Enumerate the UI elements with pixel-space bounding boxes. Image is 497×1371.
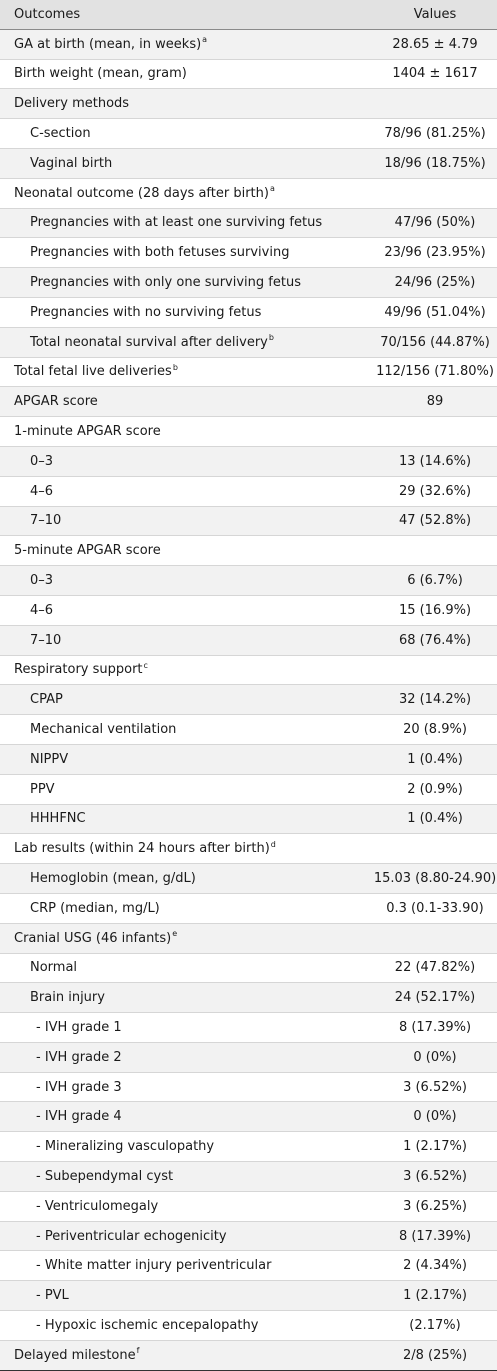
- outcome-label: HHHFNC: [30, 811, 86, 827]
- outcome-cell: [0, 595, 373, 625]
- value-cell: 13 (14.6%): [398, 453, 472, 469]
- outcome-cell: [0, 89, 373, 119]
- value-cell: [373, 923, 497, 953]
- footnote-marker: d: [270, 839, 276, 849]
- value-cell: 2 (4.34%): [403, 1258, 467, 1274]
- table-row: [0, 417, 497, 447]
- value-cell: [373, 834, 497, 864]
- outcome-cell: [0, 357, 373, 387]
- table-row: [0, 1340, 497, 1370]
- outcome-cell: [0, 148, 373, 178]
- outcome-label: Respiratory support: [14, 662, 143, 678]
- outcome-cell: [0, 893, 373, 923]
- outcome-cell: [0, 1191, 373, 1221]
- table-row: [0, 625, 497, 655]
- value-cell: [373, 89, 497, 119]
- table-row: [0, 685, 497, 715]
- outcome-label: Delayed milestone: [14, 1347, 136, 1363]
- table-row: [0, 1013, 497, 1043]
- outcome-cell: [0, 476, 373, 506]
- outcome-cell: [0, 506, 373, 536]
- outcome-label: - Hypoxic ischemic encepalopathy: [36, 1317, 259, 1333]
- value-cell: 1404 ± 1617: [392, 66, 478, 82]
- value-cell: 6 (6.7%): [407, 573, 463, 589]
- table-row: [0, 804, 497, 834]
- value-cell: 68 (76.4%): [398, 632, 472, 648]
- table-row: [0, 387, 497, 417]
- outcome-cell: [0, 1251, 373, 1281]
- value-cell: 112/156 (71.80%): [376, 364, 494, 380]
- outcome-label: Brain injury: [30, 990, 105, 1006]
- footnote-marker: b: [172, 363, 178, 373]
- table-row: [0, 327, 497, 357]
- value-cell: 15.03 (8.80-24.90): [373, 871, 497, 886]
- outcome-label: Pregnancies with both fetuses surviving: [30, 245, 290, 261]
- table-row: [0, 119, 497, 149]
- table-row: [0, 357, 497, 387]
- table-row: [0, 715, 497, 745]
- table-row: [0, 774, 497, 804]
- value-cell: [373, 536, 497, 566]
- outcome-cell: [0, 923, 373, 953]
- table-row: [0, 923, 497, 953]
- value-cell: 8 (17.39%): [398, 1019, 472, 1035]
- value-cell: 2 (0.9%): [407, 781, 463, 797]
- outcome-cell: [0, 685, 373, 715]
- outcome-cell: [0, 1340, 373, 1370]
- outcome-cell: [0, 119, 373, 149]
- outcome-cell: [0, 238, 373, 268]
- outcome-cell: [0, 804, 373, 834]
- table-row: [0, 446, 497, 476]
- outcome-label: - PVL: [36, 1288, 69, 1304]
- outcome-cell: [0, 178, 373, 208]
- outcome-cell: [0, 566, 373, 596]
- outcome-cell: [0, 1013, 373, 1043]
- table-row: [0, 89, 497, 119]
- outcome-label: - IVH grade 3: [36, 1079, 122, 1095]
- table-row: [0, 655, 497, 685]
- value-cell: [373, 655, 497, 685]
- outcome-label: Pregnancies with at least one surviving fetus: [30, 215, 323, 231]
- value-cell: 8 (17.39%): [398, 1228, 472, 1244]
- outcome-cell: [0, 1221, 373, 1251]
- outcome-label: - IVH grade 4: [36, 1109, 122, 1125]
- outcome-label: - Ventriculomegaly: [36, 1198, 159, 1214]
- table-row: [0, 595, 497, 625]
- value-cell: 47/96 (50%): [394, 215, 476, 231]
- value-cell: 70/156 (44.87%): [380, 334, 490, 350]
- value-cell: 89: [426, 394, 444, 410]
- outcome-cell: [0, 983, 373, 1013]
- header-row: [0, 0, 497, 29]
- table-row: [0, 178, 497, 208]
- outcome-cell: [0, 774, 373, 804]
- table-row: [0, 1162, 497, 1192]
- outcome-cell: [0, 834, 373, 864]
- table-row: [0, 744, 497, 774]
- value-cell: 15 (16.9%): [398, 602, 472, 618]
- table-row: [0, 566, 497, 596]
- outcome-label: Pregnancies with no surviving fetus: [30, 304, 262, 320]
- outcome-label: PPV: [30, 781, 55, 797]
- outcome-label: 0–3: [30, 573, 54, 589]
- outcome-cell: [0, 417, 373, 447]
- outcome-label: Normal: [30, 960, 78, 976]
- outcome-cell: [0, 208, 373, 238]
- outcome-cell: [0, 446, 373, 476]
- outcome-label: 4–6: [30, 602, 54, 618]
- table-body: [0, 29, 497, 1370]
- outcome-label: CPAP: [30, 692, 63, 708]
- outcome-label: Total fetal live deliveries: [14, 364, 172, 380]
- value-cell: 3 (6.52%): [403, 1168, 467, 1184]
- outcome-label: Mechanical ventilation: [30, 722, 177, 738]
- outcome-label: Cranial USG (46 infants): [14, 930, 172, 946]
- table-row: [0, 297, 497, 327]
- outcome-cell: [0, 59, 373, 89]
- outcome-cell: [0, 1042, 373, 1072]
- outcome-cell: [0, 1311, 373, 1341]
- outcome-label: 1-minute APGAR score: [14, 424, 161, 440]
- table-row: [0, 536, 497, 566]
- footnote-marker: b: [268, 333, 274, 343]
- outcome-label: - Mineralizing vasculopathy: [36, 1139, 215, 1155]
- table-row: [0, 1072, 497, 1102]
- value-cell: 0 (0%): [413, 1049, 457, 1065]
- outcome-label: - IVH grade 2: [36, 1049, 122, 1065]
- value-cell: 0 (0%): [413, 1109, 457, 1125]
- table-row: [0, 893, 497, 923]
- table-row: [0, 238, 497, 268]
- outcome-label: Neonatal outcome (28 days after birth): [14, 185, 269, 201]
- value-cell: 28.65 ± 4.79: [392, 36, 478, 52]
- outcome-cell: [0, 1162, 373, 1192]
- outcome-label: 5-minute APGAR score: [14, 543, 161, 559]
- value-cell: 32 (14.2%): [398, 692, 472, 708]
- outcome-cell: [0, 864, 373, 894]
- value-cell: 24 (52.17%): [394, 990, 476, 1006]
- footnote-marker: f: [136, 1346, 140, 1356]
- value-cell: 18/96 (18.75%): [384, 155, 486, 171]
- value-cell: [373, 178, 497, 208]
- outcome-label: 0–3: [30, 453, 54, 469]
- outcome-label: 7–10: [30, 513, 62, 529]
- value-cell: 47 (52.8%): [398, 513, 472, 529]
- footnote-marker: a: [202, 35, 208, 45]
- outcome-label: Total neonatal survival after delivery: [30, 334, 268, 350]
- outcome-cell: [0, 536, 373, 566]
- table-row: [0, 1311, 497, 1341]
- outcome-label: CRP (median, mg/L): [30, 900, 160, 916]
- table-row: [0, 1132, 497, 1162]
- value-cell: 1 (0.4%): [407, 751, 463, 767]
- outcome-cell: [0, 1072, 373, 1102]
- outcome-label: - Subependymal cyst: [36, 1168, 174, 1184]
- table-row: [0, 208, 497, 238]
- outcome-cell: [0, 953, 373, 983]
- table-row: [0, 1191, 497, 1221]
- outcome-cell: [0, 1281, 373, 1311]
- values-column-header: Values: [373, 0, 497, 29]
- table-row: [0, 1281, 497, 1311]
- table-row: [0, 1102, 497, 1132]
- value-cell: 49/96 (51.04%): [384, 304, 486, 320]
- value-cell: [373, 417, 497, 447]
- outcome-cell: [0, 744, 373, 774]
- outcome-label: Lab results (within 24 hours after birth): [14, 841, 270, 857]
- outcome-label: - Periventricular echogenicity: [36, 1228, 227, 1244]
- outcome-label: Pregnancies with only one surviving fetus: [30, 275, 301, 291]
- outcome-cell: [0, 327, 373, 357]
- table-row: [0, 834, 497, 864]
- value-cell: 0.3 (0.1-33.90): [386, 900, 484, 916]
- value-cell: 22 (47.82%): [394, 960, 476, 976]
- outcome-label: NIPPV: [30, 751, 69, 767]
- outcome-label: GA at birth (mean, in weeks): [14, 36, 202, 52]
- outcome-cell: [0, 297, 373, 327]
- outcome-label: 7–10: [30, 632, 62, 648]
- value-cell: 20 (8.9%): [403, 722, 467, 738]
- value-cell: 29 (32.6%): [398, 483, 472, 499]
- table-row: [0, 953, 497, 983]
- outcome-label: 4–6: [30, 483, 54, 499]
- table-row: [0, 148, 497, 178]
- value-cell: 3 (6.25%): [403, 1198, 467, 1214]
- outcome-cell: [0, 715, 373, 745]
- outcome-label: - White matter injury periventricular: [36, 1258, 272, 1274]
- outcome-label: C-section: [30, 126, 91, 142]
- value-cell: (2.17%): [409, 1317, 461, 1333]
- table-row: [0, 59, 497, 89]
- value-cell: 3 (6.52%): [403, 1079, 467, 1095]
- outcome-label: Birth weight (mean, gram): [14, 66, 187, 82]
- outcome-label: APGAR score: [14, 394, 98, 410]
- table-row: [0, 864, 497, 894]
- outcome-cell: [0, 1102, 373, 1132]
- value-cell: 1 (0.4%): [407, 811, 463, 827]
- outcome-cell: [0, 625, 373, 655]
- outcome-label: Delivery methods: [14, 96, 130, 112]
- footnote-marker: c: [143, 661, 148, 671]
- value-cell: 1 (2.17%): [403, 1288, 467, 1304]
- outcome-cell: [0, 1132, 373, 1162]
- outcome-label: Hemoglobin (mean, g/dL): [30, 871, 196, 886]
- value-cell: 2/8 (25%): [402, 1347, 468, 1363]
- table-row: [0, 983, 497, 1013]
- value-cell: 24/96 (25%): [394, 275, 476, 291]
- table-row: [0, 1251, 497, 1281]
- outcome-label: Vaginal birth: [30, 155, 113, 171]
- footnote-marker: a: [269, 184, 275, 194]
- table-row: [0, 268, 497, 298]
- table-row: [0, 506, 497, 536]
- value-cell: 23/96 (23.95%): [384, 245, 486, 261]
- table-row: [0, 1221, 497, 1251]
- outcome-cell: [0, 387, 373, 417]
- outcomes-column-header: Outcomes: [0, 0, 373, 29]
- value-cell: 78/96 (81.25%): [384, 126, 486, 142]
- footnote-marker: e: [172, 929, 178, 939]
- outcome-cell: [0, 29, 373, 59]
- value-cell: 1 (2.17%): [403, 1139, 467, 1155]
- table-row: [0, 476, 497, 506]
- table-row: [0, 1042, 497, 1072]
- outcome-cell: [0, 268, 373, 298]
- outcome-cell: [0, 655, 373, 685]
- outcome-label: - IVH grade 1: [36, 1019, 122, 1035]
- table-row: [0, 29, 497, 59]
